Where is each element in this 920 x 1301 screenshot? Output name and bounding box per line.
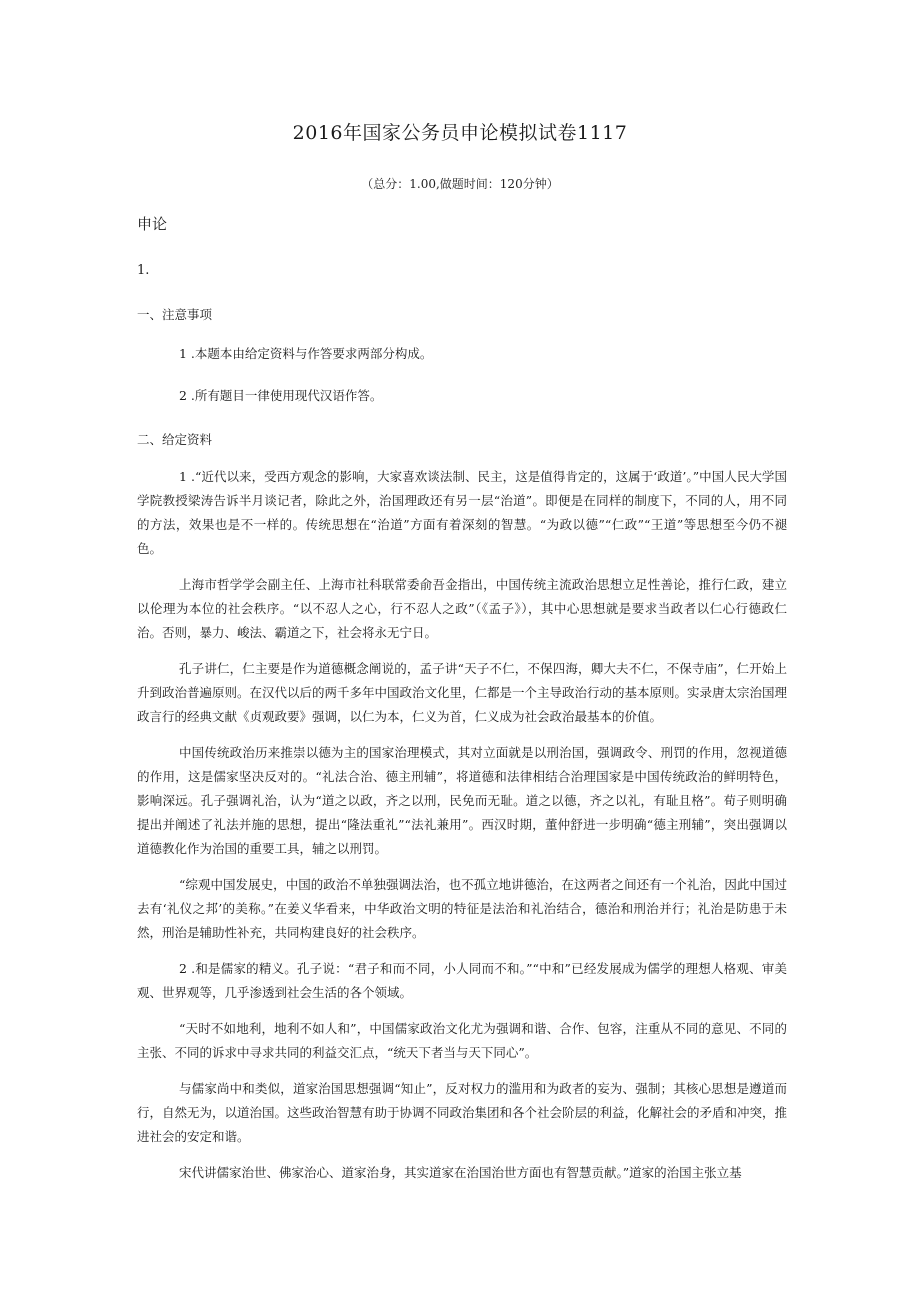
note-item-1: 1 .本题本由给定资料与作答要求两部分构成。 [179,346,433,361]
exam-meta: （总分：1.00,做题时间：120分钟） [361,177,559,191]
material-paragraph: “综观中国发展史，中国的政治不单独强调法治，也不孤立地讲德治，在这两者之间还有一个礼治，因此中国过去有‘礼仪之邦’的美称。”在姜义华看来，中华政治文明的特征是法治和礼治结合，德治和刑治并行；礼治是防患于未然，刑治是辅助性补充，共同构建良好的社会秩序。 [137,877,787,940]
material-paragraph: “天时不如地利，地利不如人和”，中国儒家政治文化尤为强调和谐、合作、包容，注重从不同的意见、不同的主张、不同的诉求中寻求共同的利益交汇点，“统天下者当与天下同心”。 [137,1021,787,1060]
note-item-2: 2 .所有题目一律使用现代汉语作答。 [179,388,383,403]
material-paragraph: 孔子讲仁，仁主要是作为道德概念阐说的，孟子讲“天子不仁，不保四海，卿大夫不仁，不保寺庙”，仁开始上升到政治普遍原则。在汉代以后的两千多年中国政治文化里，仁都是一个主导政治行动的基本原则。实录唐太宗治国理政言行的经典文献《贞观政要》强调，以仁为本，仁义为首，仁义成为社会政治最基本的价值。 [137,661,788,724]
material-paragraph: 上海市哲学学会副主任、上海市社科联常委俞吾金指出，中国传统主流政治思想立足性善论，推行仁政，建立以伦理为本位的社会秩序。“以不忍人之心，行不忍人之政”（《孟子》），其中心思想就是要求当政者以仁心行德政仁治。否则，暴力、峻法、霸道之下，社会将永无宁日。 [137,577,787,640]
question-number: 1. [137,263,150,278]
document-title: 2016年国家公务员申论模拟试卷1117 [292,122,628,144]
material-paragraph: 宋代讲儒家治世、佛家治心、道家治身，其实道家在治国治世方面也有智慧贡献。”道家的治国主张立基 [179,1165,742,1180]
section-heading: 申论 [137,215,168,233]
notes-heading: 一、注意事项 [137,307,213,322]
material-paragraph: 中国传统政治历来推崇以德为主的国家治理模式，其对立面就是以刑治国，强调政令、刑罚的作用，忽视道德的作用，这是儒家坚决反对的。“礼法合治、德主刑辅”，将道德和法律相结合治理国家是中国传统政治的鲜明特色，影响深远。孔子强调礼治，认为“道之以政，齐之以刑，民免而无耻。道之以德，齐之以礼，有耻且格”。荀子则明确提出并阐述了礼法并施的思想，提出“隆法重礼”“法礼兼用”。西汉时期，董仲舒进一步明确“德主刑辅”，突出强调以道德教化作为治国的重要工具，辅之以刑罚。 [137,745,787,856]
material-paragraph: 2 .和是儒家的精义。孔子说：“君子和而不同，小人同而不和。”“中和”已经发展成为儒学的理想人格观、审美观、世界观等，几乎渗透到社会生活的各个领域。 [137,961,787,1000]
materials-heading: 二、给定资料 [137,432,213,447]
material-paragraph: 与儒家尚中和类似，道家治国思想强调“知止”，反对权力的滥用和为政者的妄为、强制；其核心思想是遵道而行，自然无为，以道治国。这些政治智慧有助于协调不同政治集团和各个社会阶层的利益，化解社会的矛盾和冲突，推进社会的安定和谐。 [137,1081,788,1144]
material-paragraph: 1 .“近代以来，受西方观念的影响，大家喜欢谈法制、民主，这是值得肯定的，这属于‘政道’。”中国人民大学国学院教授梁涛告诉半月谈记者，除此之外，治国理政还有另一层“治道”。即便是在同样的制度下，不同的人，用不同的方法，效果也是不一样的。传统思想在“治道”方面有着深刻的智慧。“为政以德”“仁政”“王道”等思想至今仍不褪色。 [137,469,787,556]
